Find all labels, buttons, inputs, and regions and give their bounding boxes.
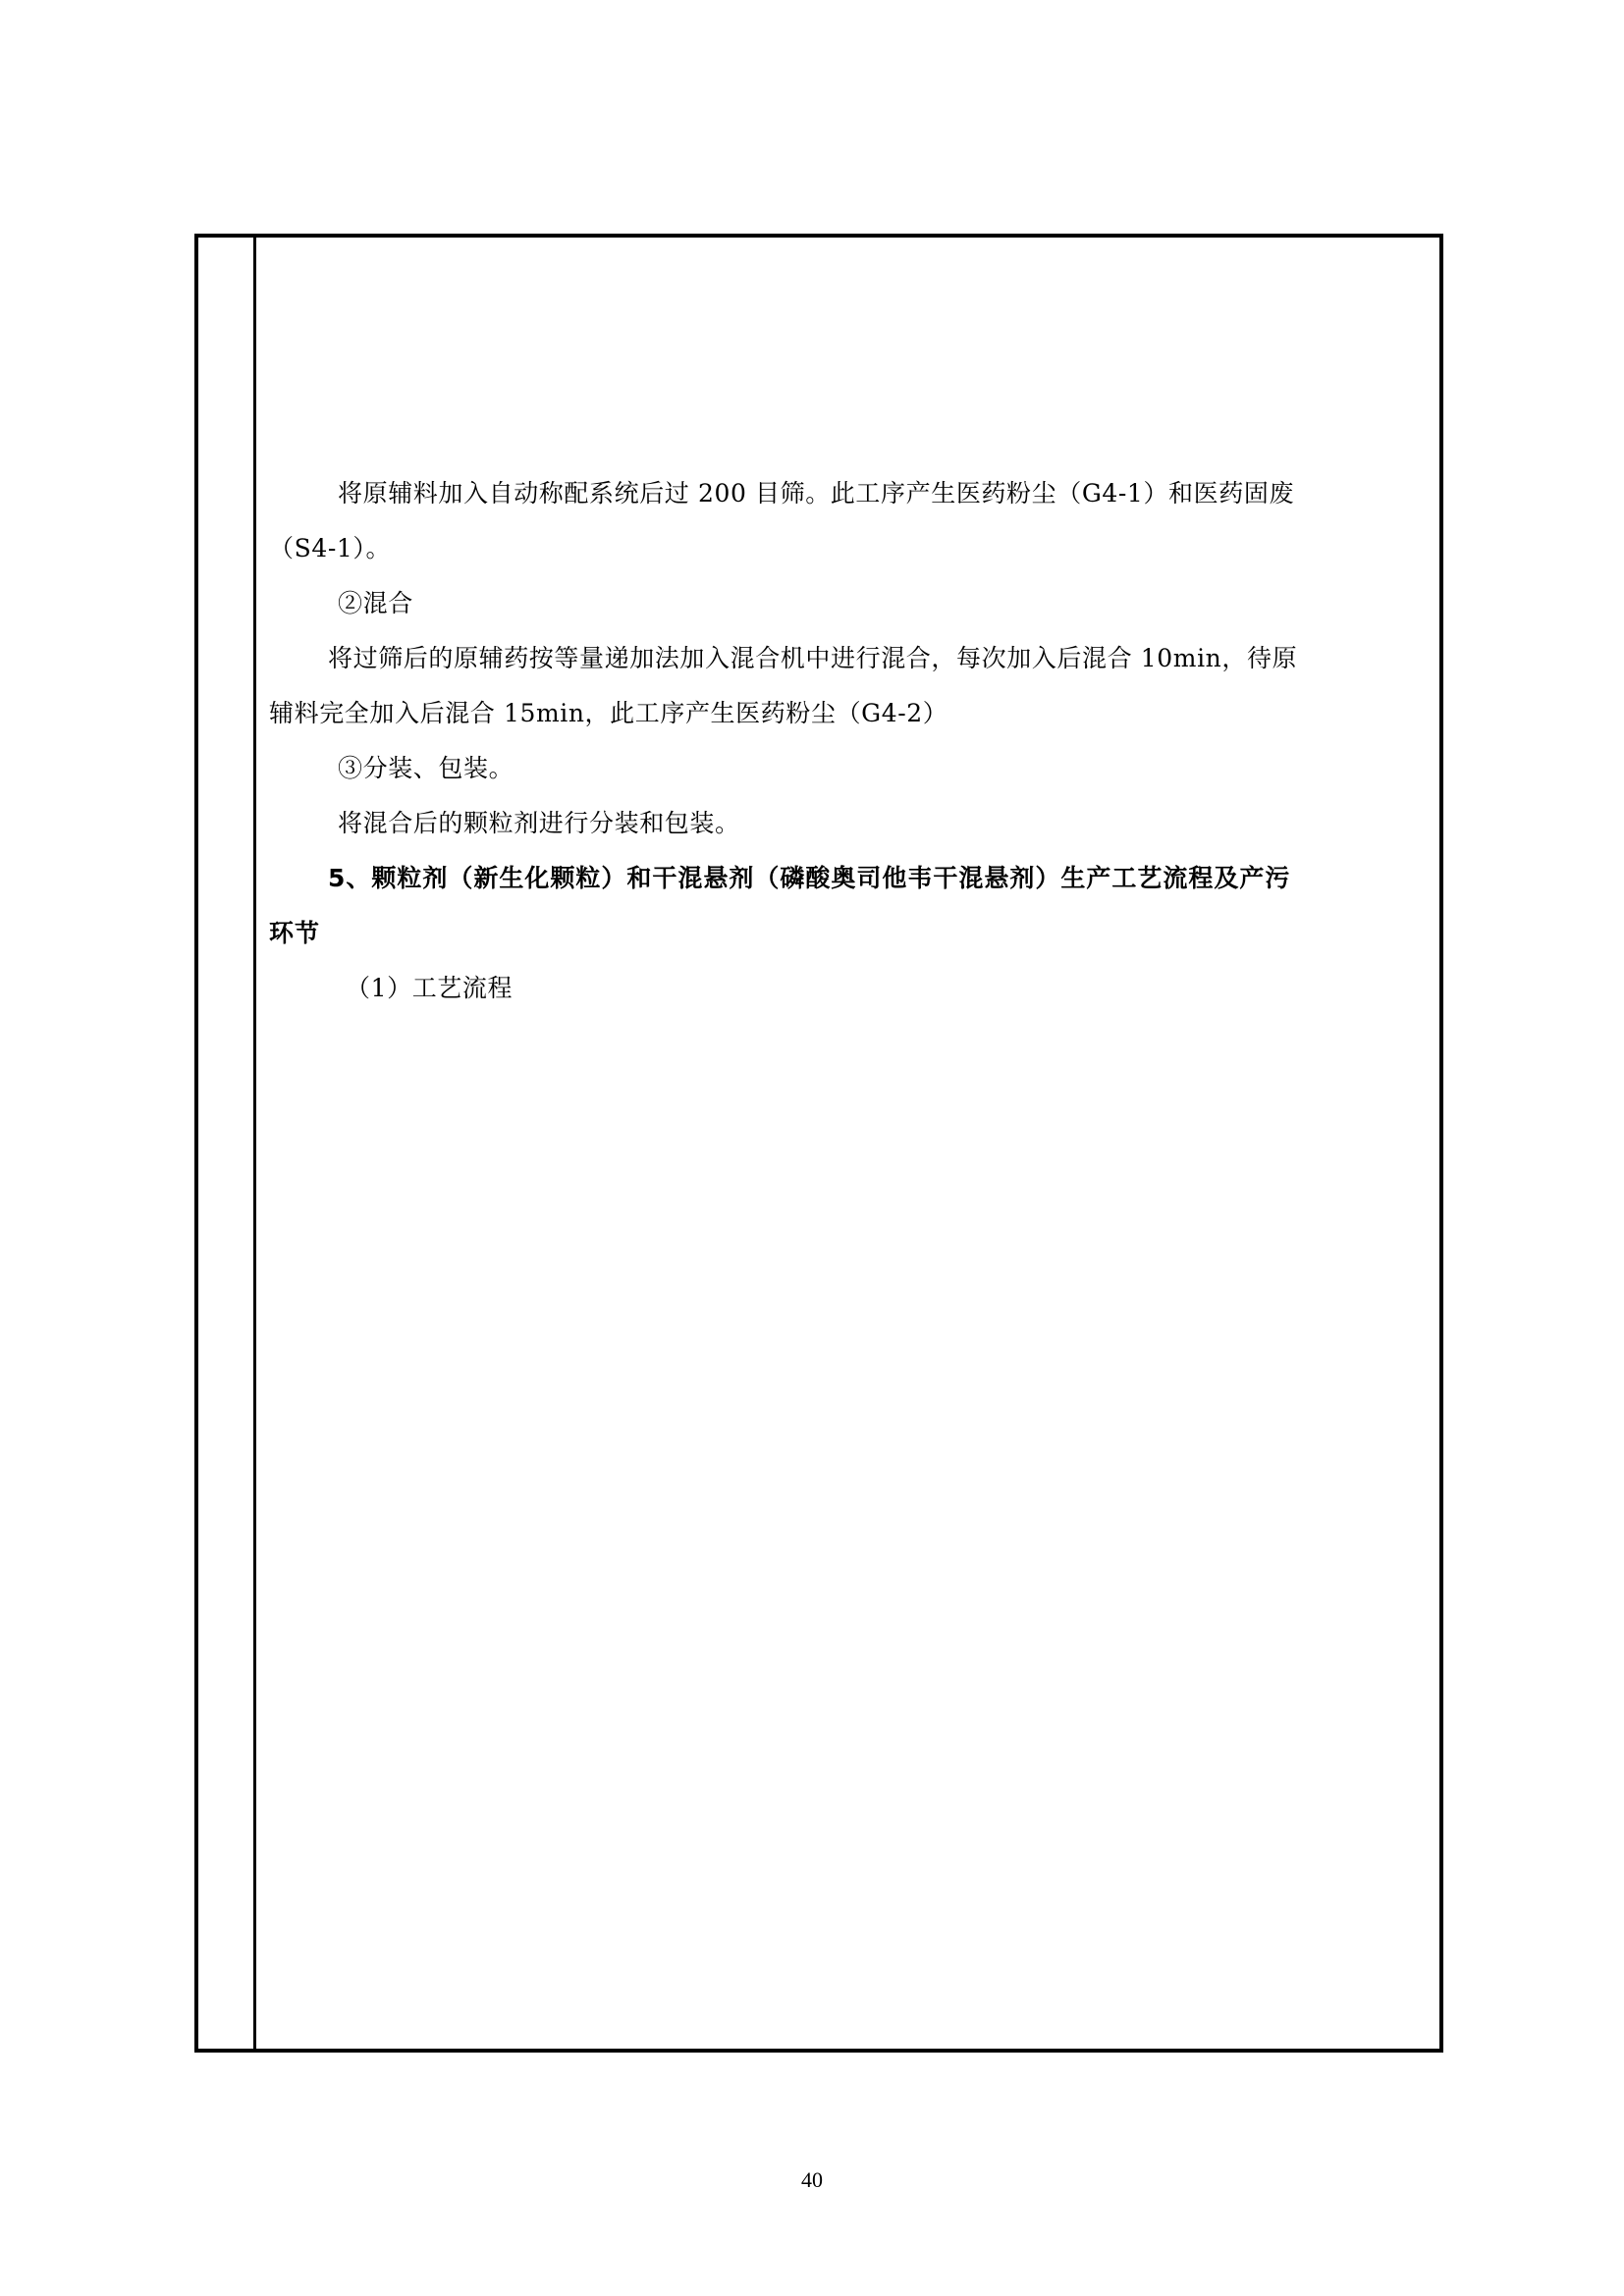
paragraph-mixing-cont: 辅料完全加入后混合 15min，此工序产生医药粉尘（G4-2） — [269, 699, 948, 727]
subheading-packaging: ③分装、包装。 — [338, 754, 514, 782]
table-content-cell — [256, 238, 1439, 2049]
table-left-column — [198, 238, 256, 2049]
subsection-process-flow: （1）工艺流程 — [346, 974, 514, 1002]
section-heading-5: 5、颗粒剂（新生化颗粒）和干混悬剂（磷酸奥司他韦干混悬剂）生产工艺流程及产污 — [328, 864, 1291, 892]
paragraph-packaging: 将混合后的颗粒剂进行分装和包装。 — [338, 809, 740, 837]
subheading-mixing: ②混合 — [338, 589, 413, 617]
page-number: 40 — [801, 2167, 823, 2192]
paragraph-mixing: 将过筛后的原辅药按等量递加法加入混合机中进行混合，每次加入后混合 10min，待原 — [328, 644, 1298, 672]
paragraph-sieving: 将原辅料加入自动称配系统后过 200 目筛。此工序产生医药粉尘（G4-1）和医药固废 — [338, 479, 1295, 507]
form-table — [194, 234, 1443, 2053]
section-heading-5-cont: 环节 — [269, 919, 321, 947]
paragraph-sieving-cont: （S4-1）。 — [269, 534, 392, 562]
